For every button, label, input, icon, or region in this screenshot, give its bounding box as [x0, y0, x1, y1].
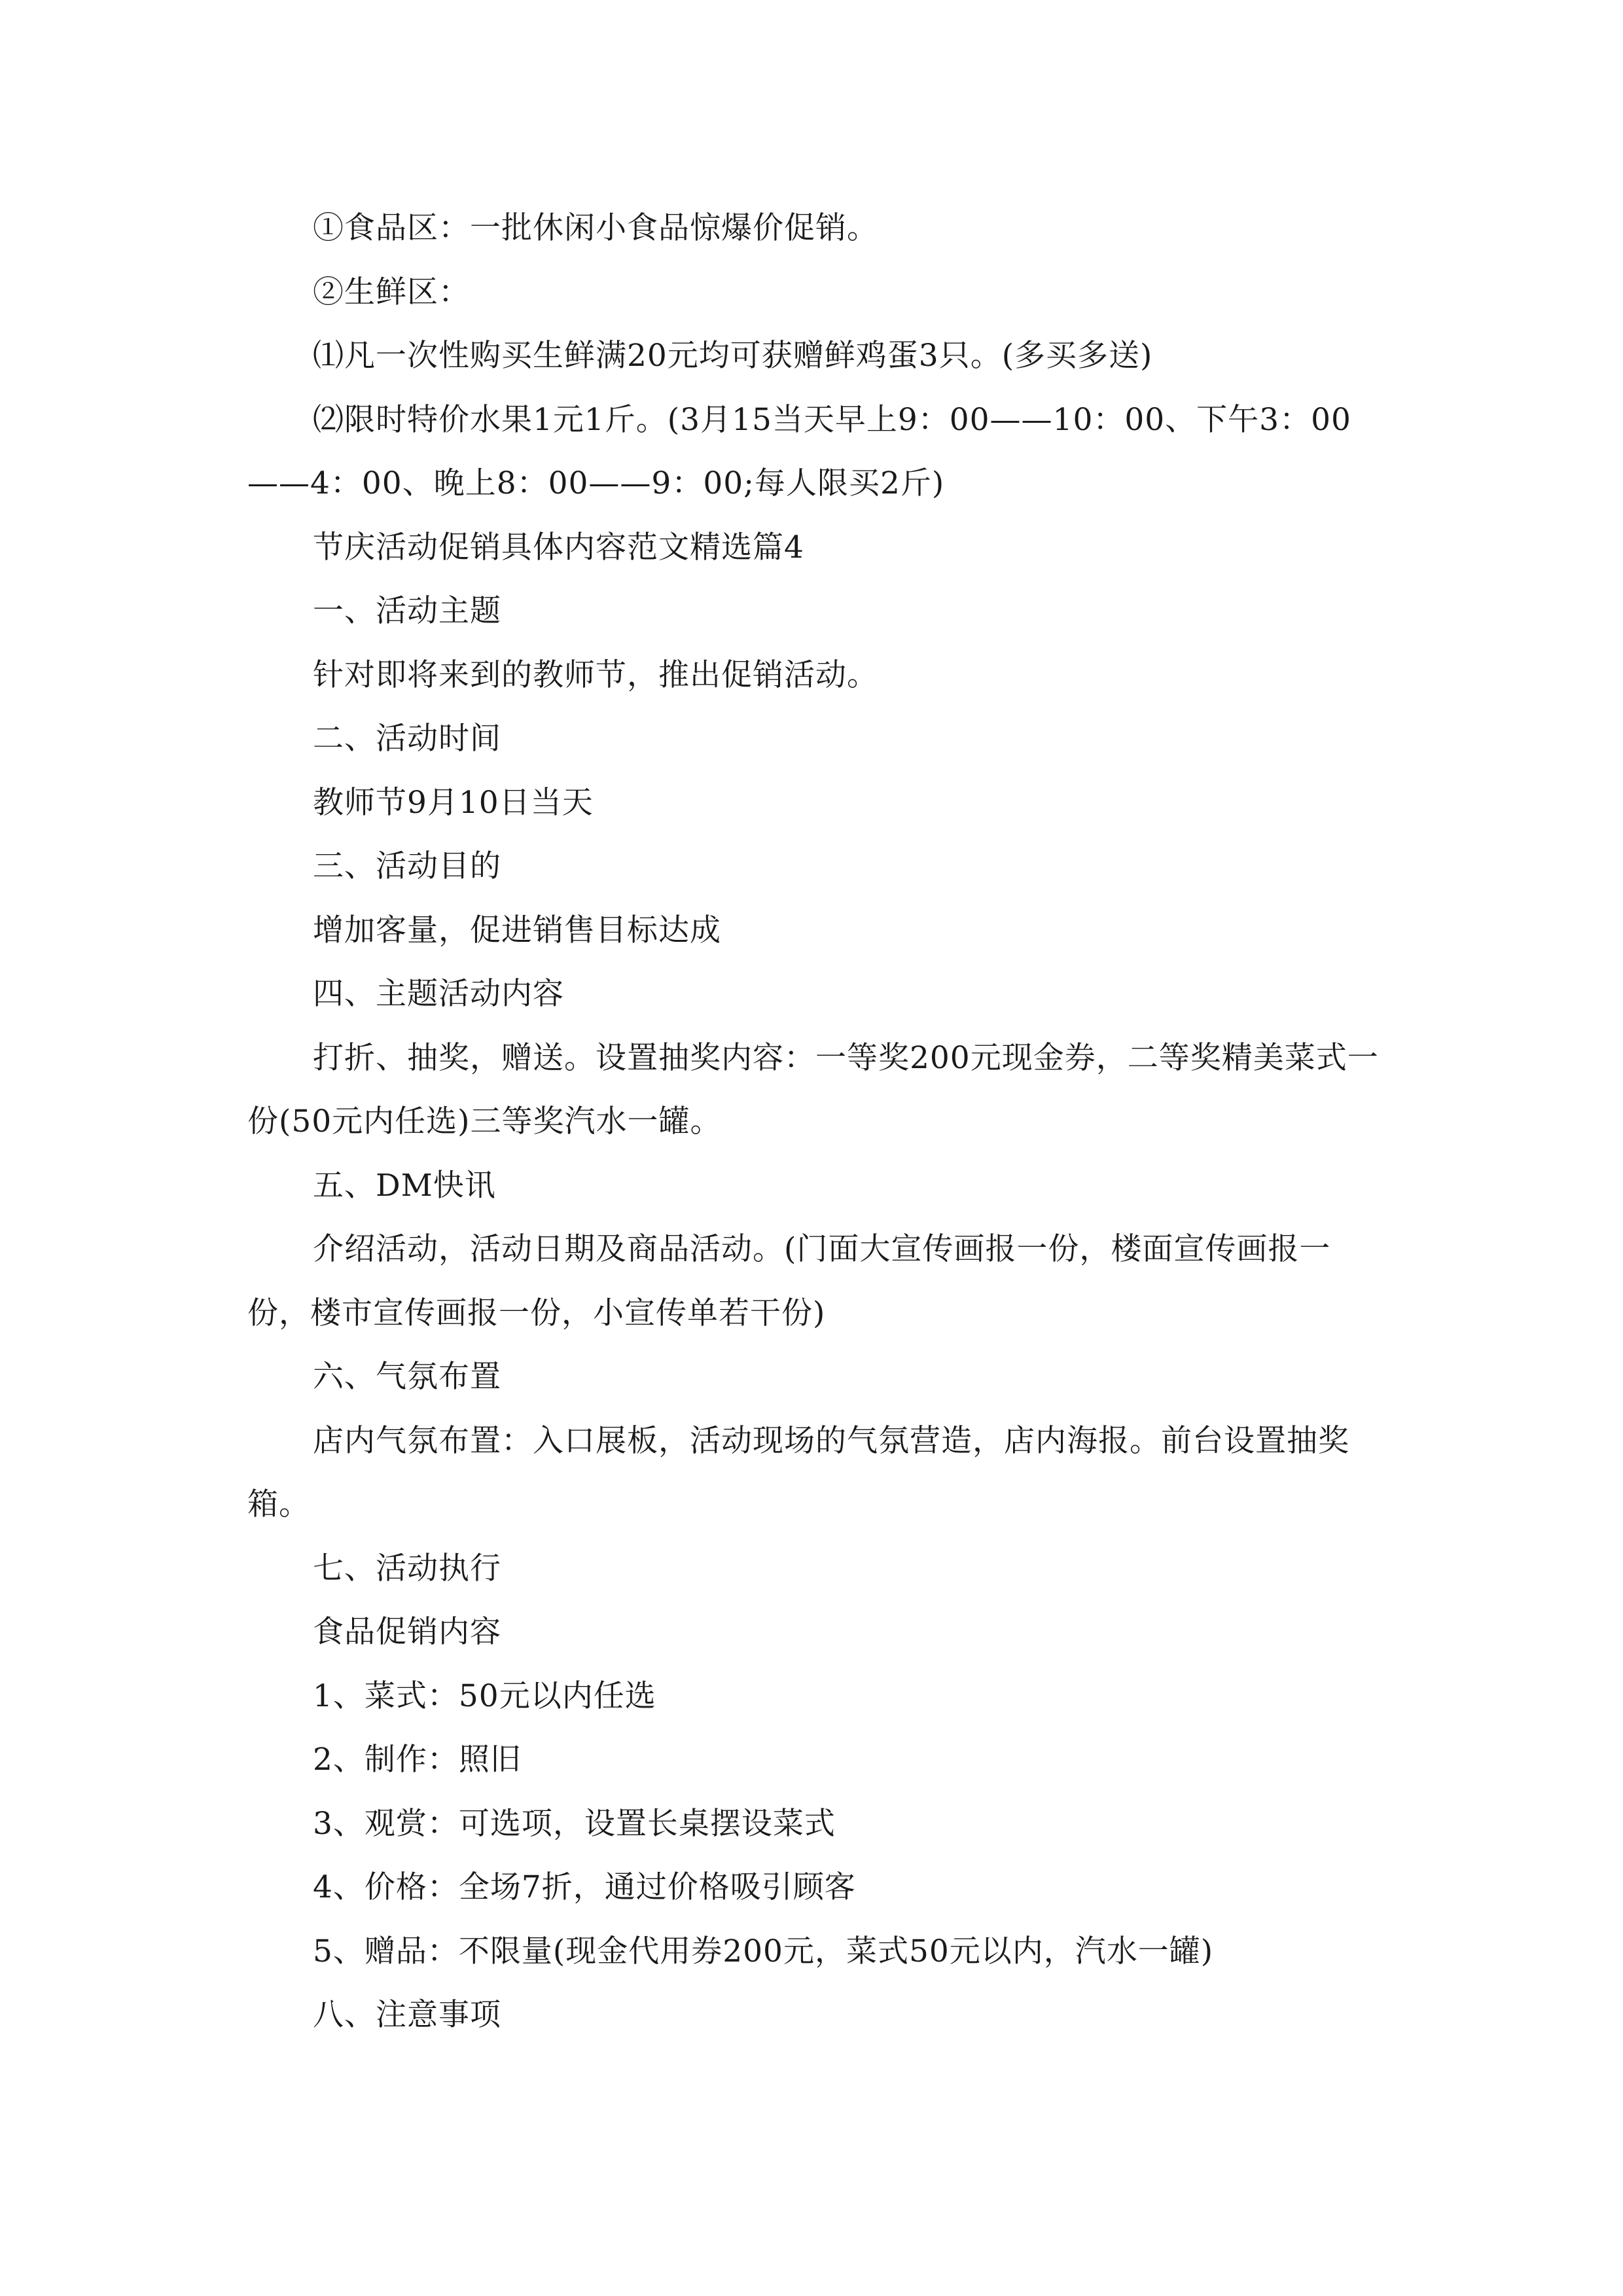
list-item-price: 4、价格：全场7折，通过价格吸引顾客	[313, 1869, 856, 1905]
paragraph-fresh-offer-1: ⑴凡一次性购买生鲜满20元均可获赠鲜鸡蛋3只。(多买多送)	[313, 338, 1153, 374]
heading-activity-purpose: 三、活动目的	[313, 848, 501, 884]
heading-activity-content: 四、主题活动内容	[313, 976, 564, 1012]
list-item-gifts: 5、赠品：不限量(现金代用券200元，菜式50元以内，汽水一罐)	[313, 1933, 1214, 1969]
heading-atmosphere: 六、气氛布置	[313, 1359, 501, 1395]
list-item-production: 2、制作：照旧	[313, 1742, 522, 1778]
paragraph-activity-content: 打折、抽奖，赠送。设置抽奖内容：一等奖200元现金券，二等奖精美菜式一份(50元内任选)三等奖汽水一罐。	[247, 1039, 1379, 1139]
heading-activity-theme: 一、活动主题	[313, 593, 501, 629]
paragraph-fresh-zone: ②生鲜区：	[313, 274, 470, 310]
paragraph-dm-news: 介绍活动，活动日期及商品活动。(门面大宣传画报一份，楼面宣传画报一份，楼市宣传画报一份，小宣传单若干份)	[247, 1231, 1331, 1331]
paragraph-fresh-offer-2: ⑵限时特价水果1元1斤。(3月15当天早上9：00——10：00、下午3：00——4：00、晚上8：00——9：00;每人限买2斤)	[247, 401, 1351, 501]
paragraph-activity-theme: 针对即将来到的教师节，推出促销活动。	[313, 656, 878, 693]
paragraph-activity-purpose: 增加客量，促进销售目标达成	[313, 912, 721, 948]
heading-dm-news: 五、DM快讯	[313, 1167, 496, 1204]
list-item-viewing: 3、观赏：可选项，设置长桌摆设菜式	[313, 1805, 836, 1842]
heading-activity-time: 二、活动时间	[313, 721, 501, 757]
list-item-dishes: 1、菜式：50元以内任选	[313, 1677, 656, 1714]
document-body	[247, 196, 1380, 2047]
paragraph-activity-time: 教师节9月10日当天	[313, 784, 594, 821]
heading-notes: 八、注意事项	[313, 1997, 501, 2033]
paragraph-food-promo: 食品促销内容	[313, 1614, 501, 1650]
heading-execution: 七、活动执行	[313, 1550, 501, 1587]
section-title: 节庆活动促销具体内容范文精选篇4	[313, 529, 804, 565]
paragraph-food-zone: ①食品区：一批休闲小食品惊爆价促销。	[313, 210, 878, 246]
paragraph-atmosphere: 店内气氛布置：入口展板，活动现场的气氛营造，店内海报。前台设置抽奖箱。	[247, 1422, 1349, 1522]
